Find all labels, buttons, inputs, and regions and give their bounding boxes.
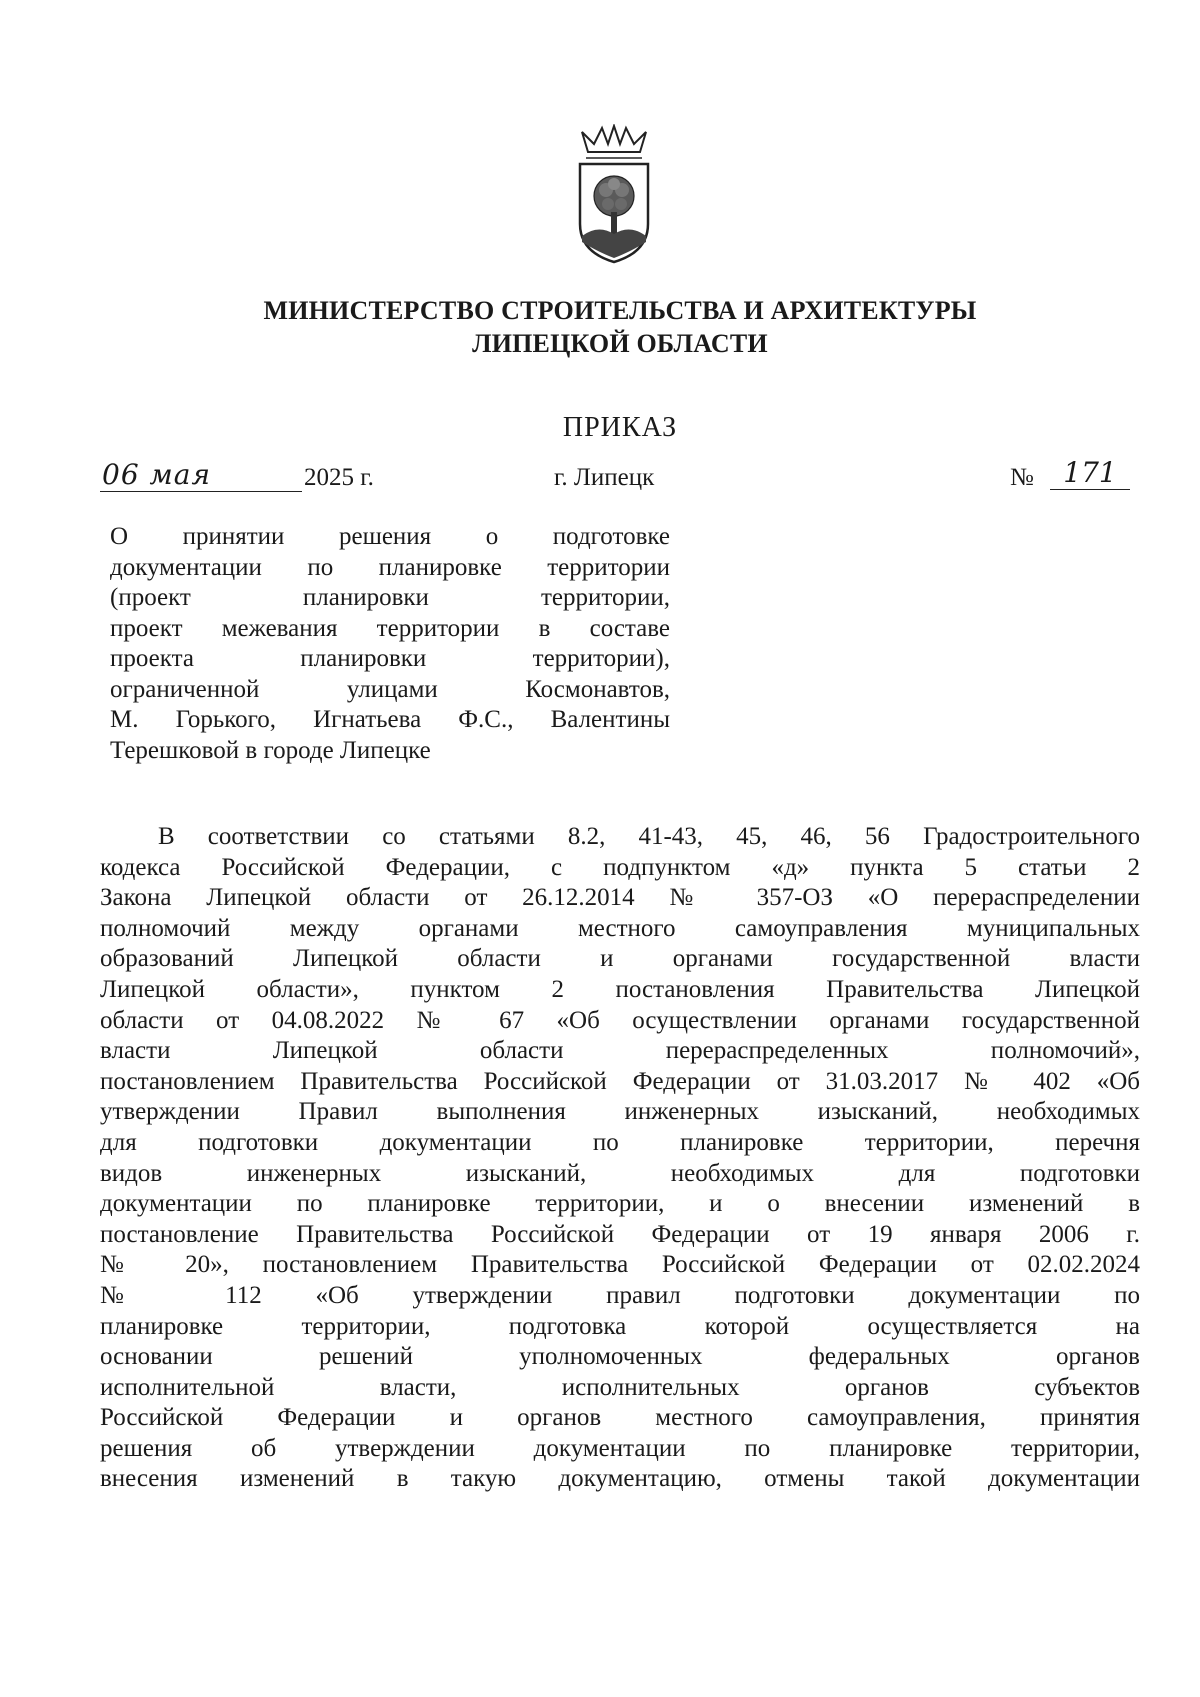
body-line: постановление Правительства Российской Федерации от 19 января 2006 г.	[100, 1220, 1140, 1248]
body-line: Липецкой области», пунктом 2 постановления Правительства Липецкой	[100, 975, 1140, 1003]
coat-of-arms-icon	[568, 124, 660, 266]
body-line: решения об утверждении документации по планировке территории,	[100, 1434, 1140, 1462]
order-body	[100, 822, 1140, 1495]
body-line: Закона Липецкой области от 26.12.2014 № 357-ОЗ «О перераспределении	[100, 884, 1140, 912]
body-line: № 112 «Об утверждении правил подготовки документации по	[100, 1281, 1140, 1309]
body-line: кодекса Российской Федерации, с подпунктом «д» пункта 5 статьи 2	[100, 853, 1140, 881]
body-line: власти Липецкой области перераспределенных полномочий»,	[100, 1037, 1140, 1065]
city: г. Липецк	[554, 464, 655, 491]
subject-line: О принятии решения о подготовке	[110, 523, 670, 550]
body-line: утверждении Правил выполнения инженерных изысканий, необходимых	[100, 1098, 1140, 1126]
body-line: № 20», постановлением Правительства Российской Федерации от 02.02.2024	[100, 1251, 1140, 1279]
body-line: области от 04.08.2022 № 67 «Об осуществлении органами государственной	[100, 1006, 1140, 1034]
subject-line: (проект планировки территории,	[110, 584, 670, 611]
number-sign: №	[1010, 464, 1034, 491]
body-line: В соответствии со статьями 8.2, 41-43, 45, 46, 56 Градостроительного	[158, 823, 1140, 850]
ministry-name	[0, 294, 1200, 360]
body-line: основании решений уполномоченных федеральных органов	[100, 1343, 1140, 1371]
handwritten-number: 171	[1050, 456, 1130, 490]
body-line: образований Липецкой области и органами государственной власти	[100, 945, 1140, 973]
subject-line: Терешковой в городе Липецке	[110, 736, 431, 764]
subject-line: проекта планировки территории),	[110, 645, 670, 672]
body-line: для подготовки документации по планировке территории, перечня	[100, 1128, 1140, 1156]
body-line: планировке территории, подготовка которой осуществляется на	[100, 1312, 1140, 1340]
body-line: исполнительной власти, исполнительных органов субъектов	[100, 1373, 1140, 1401]
body-line: постановлением Правительства Российской Федерации от 31.03.2017 № 402 «Об	[100, 1067, 1140, 1095]
date-year: 2025 г.	[304, 464, 374, 491]
ministry-line-1: МИНИСТЕРСТВО СТРОИТЕЛЬСТВА И АРХИТЕКТУРЫ	[263, 296, 977, 325]
body-line: видов инженерных изысканий, необходимых для подготовки	[100, 1159, 1140, 1187]
document-type: ПРИКАЗ	[562, 412, 678, 443]
subject-line: проект межевания территории в составе	[110, 614, 670, 642]
subject-line: ограниченной улицами Космонавтов,	[110, 675, 670, 703]
subject-line: М. Горького, Игнатьева Ф.С., Валентины	[110, 706, 670, 733]
subject-line: документации по планировке территории	[110, 553, 670, 581]
body-line: полномочий между органами местного самоуправления муниципальных	[100, 914, 1140, 942]
body-line: документации по планировке территории, и о внесении изменений в	[100, 1190, 1140, 1218]
handwritten-date: 06 мая	[100, 458, 302, 492]
ministry-line-2: ЛИПЕЦКОЙ ОБЛАСТИ	[472, 329, 768, 358]
document-meta	[100, 456, 1140, 504]
body-line: внесения изменений в такую документацию, отмены такой документации	[100, 1465, 1140, 1493]
body-line: Российской Федерации и органов местного самоуправления, принятия	[100, 1404, 1140, 1432]
order-subject	[110, 522, 670, 766]
